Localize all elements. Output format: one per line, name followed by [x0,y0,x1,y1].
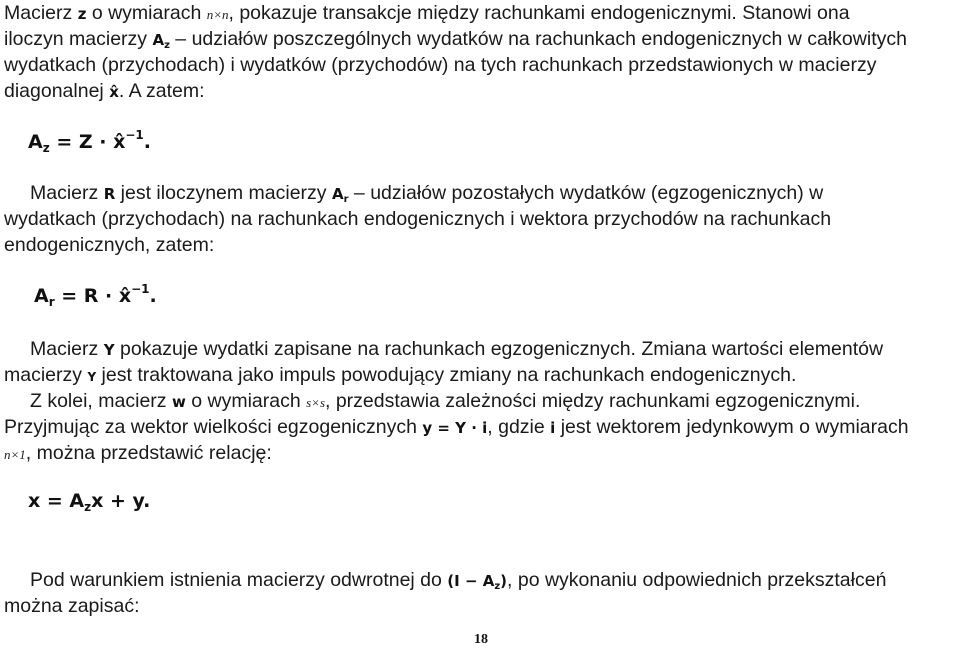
matrix-ar-symbol: $A_r$ [331,185,349,205]
p3-line-3 [30,388,860,416]
dimension-n-1: n×1 [4,447,26,462]
p2-line-2 [4,206,831,232]
text: Przyjmując za wektor wielkości egzogenicznych [4,416,423,438]
text: , przedstawia zależności między rachunkami egzogenicznymi. [325,390,861,412]
p4-line-2 [4,593,139,619]
text: endogenicznych, zatem: [4,234,215,256]
text: , można przedstawić relację: [25,442,272,464]
matrix-y-symbol: Y [103,341,115,359]
matrix-w-symbol: w [171,393,186,411]
p1-line-3 [4,52,876,78]
p3-line-4 [4,414,909,441]
text: , pokazuje transakcje między rachunkami endogenicznymi. Stanowi ona [228,2,850,24]
text: jest wektorem jedynkowym o wymiarach [555,416,909,438]
p2-line-3 [4,232,214,258]
text: można zapisać: [4,595,140,617]
p3-line-2 [4,362,796,390]
text: o wymiarach [86,2,207,24]
text: , po wykonaniu odpowiednich przekształceń [507,569,887,591]
matrix-r-symbol: R [103,185,116,203]
text: jest traktowana jako impuls powodujący zmiany na rachunkach endogenicznych. [96,364,797,386]
text: Macierz [30,182,104,204]
text: Z kolei, macierz [30,390,172,412]
text: Macierz [30,338,104,360]
dimension-n-n: n×n [206,7,229,22]
matrix-xhat-symbol: x̂ [109,83,119,101]
text: , gdzie [487,416,551,438]
text: wydatkach (przychodach) na rachunkach endogenicznych i wektora przychodów na rachunkach [4,208,832,230]
text: Macierz [4,2,78,24]
matrix-az-symbol: $A_z$ [152,31,170,51]
p1-line-1 [4,0,850,28]
matrix-z-symbol: z [77,5,87,23]
text: jest iloczynem macierzy [115,182,332,204]
dimension-s-s: s×s [306,395,325,410]
p3-line-1 [30,336,883,363]
text: Pod warunkiem istnienia macierzy odwrotnej do [30,569,448,591]
equation-ar: $A_r = R$ · x̂$^{-1}$. [34,282,157,309]
page-number: 18 [474,632,488,647]
p3-line-5 [4,440,272,468]
matrix-y-symbol: Y [87,370,97,384]
text: o wymiarach [185,390,307,412]
text: – udziałów poszczególnych wydatków na rachunkach endogenicznych w całkowitych [169,28,907,50]
text: wydatkach (przychodach) i wydatków (przychodów) na tych rachunkach przedstawionych w macierzy [4,54,877,76]
text: . A zatem: [118,80,205,102]
text: iloczyn macierzy [4,28,153,50]
p1-line-4 [4,78,205,105]
vector-y-formula: y = Y · i [422,419,488,437]
equation-x: $x = A_zx + y$. [28,490,151,514]
matrix-i-minus-az: $(I - A_z)$ [447,572,508,592]
text: pokazuje wydatki zapisane na rachunkach egzogenicznych. Zmiana wartości elementów [114,338,884,360]
equation-az: $A_z = Z$ · x̂$^{-1}$. [28,128,151,155]
text: macierzy [4,364,88,386]
p4-line-1 [30,567,886,600]
text: – udziałów pozostałych wydatków (egzogenicznych) w [348,182,824,204]
vector-i-symbol: i [550,419,556,437]
text: diagonalnej [4,80,110,102]
